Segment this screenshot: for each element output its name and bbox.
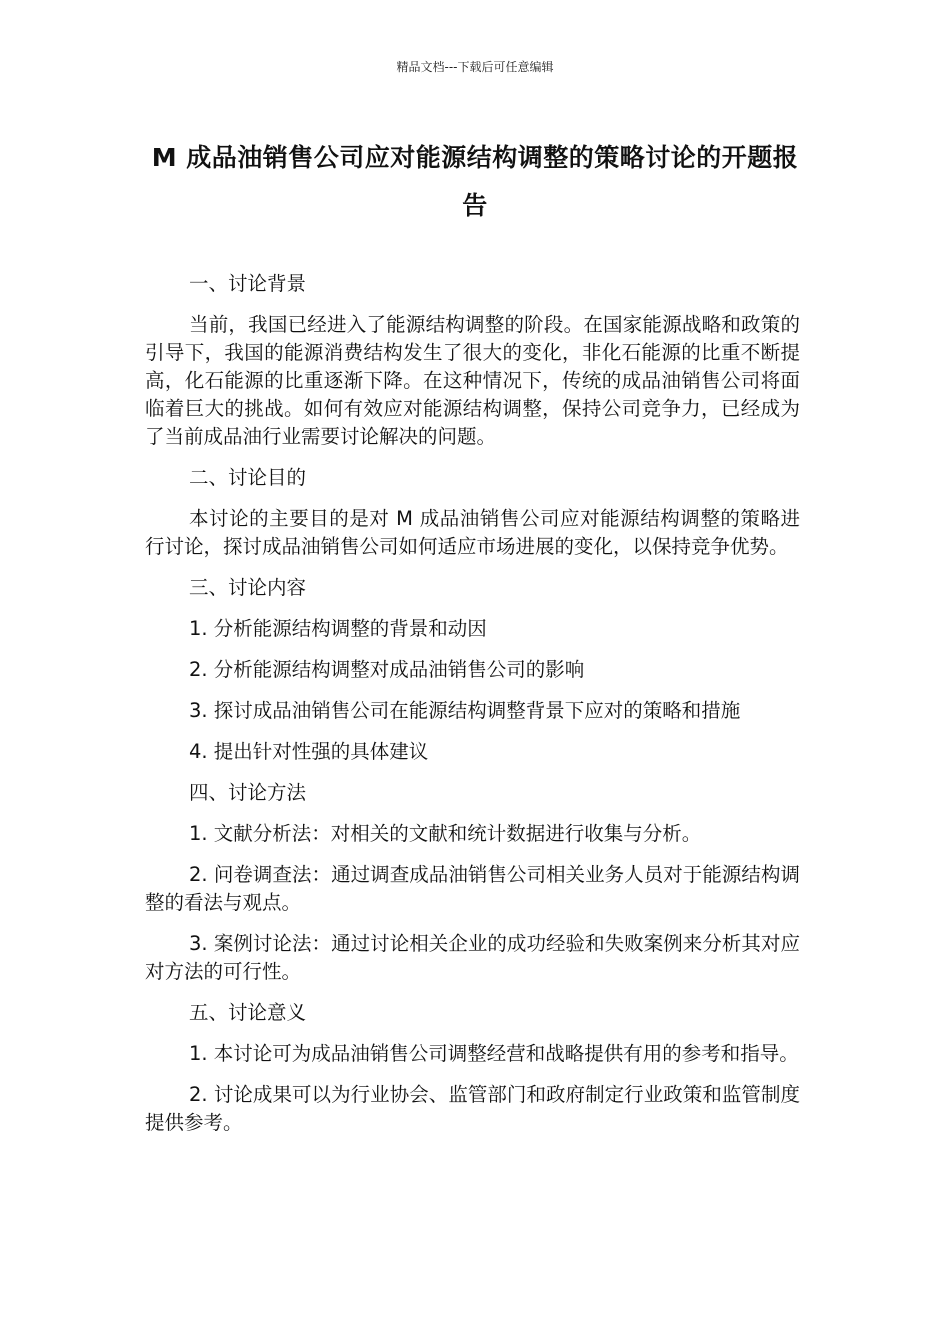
list-item-content-2: 2. 分析能源结构调整对成品油销售公司的影响 — [189, 658, 585, 681]
section-heading-background: 一、讨论背景 — [189, 272, 307, 295]
paragraph-purpose: 本讨论的主要目的是对 M 成品油销售公司应对能源结构调整的策略进行讨论，探讨成品油销售公司如何适应市场进展的变化，以保持竞争优势。 — [145, 507, 800, 558]
paragraph-background: 当前，我国已经进入了能源结构调整的阶段。在国家能源战略和政策的引导下，我国的能源消费结构发生了很大的变化，非化石能源的比重不断提高，化石能源的比重逐渐下降。在这种情况下，传统的成品油销售公司将面临着巨大的挑战。如何有效应对能源结构调整，保持公司竞争力，已经成为了当前成品油行业需要讨论解决的问题。 — [145, 313, 800, 448]
section-heading-purpose: 二、讨论目的 — [189, 466, 307, 489]
section-heading-content: 三、讨论内容 — [189, 576, 307, 599]
section-heading-significance: 五、讨论意义 — [189, 1001, 307, 1024]
list-item-significance-1: 1. 本讨论可为成品油销售公司调整经营和战略提供有用的参考和指导。 — [189, 1042, 799, 1065]
list-item-significance-2: 2. 讨论成果可以为行业协会、监管部门和政府制定行业政策和监管制度提供参考。 — [145, 1083, 800, 1134]
list-item-content-3: 3. 探讨成品油销售公司在能源结构调整背景下应对的策略和措施 — [189, 699, 741, 722]
document-title: M 成品油销售公司应对能源结构调整的策略讨论的开题报告 — [151, 143, 799, 220]
header-note: 精品文档---下载后可任意编辑 — [396, 60, 554, 74]
list-item-method-2: 2. 问卷调查法：通过调查成品油销售公司相关业务人员对于能源结构调整的看法与观点。 — [145, 863, 800, 914]
document-body — [145, 270, 800, 1150]
list-item-method-3: 3. 案例讨论法：通过讨论相关企业的成功经验和失败案例来分析其对应对方法的可行性。 — [145, 932, 800, 983]
section-heading-method: 四、讨论方法 — [189, 781, 307, 804]
list-item-content-4: 4. 提出针对性强的具体建议 — [189, 740, 429, 763]
list-item-method-1: 1. 文献分析法：对相关的文献和统计数据进行收集与分析。 — [189, 822, 702, 845]
list-item-content-1: 1. 分析能源结构调整的背景和动因 — [189, 617, 487, 640]
